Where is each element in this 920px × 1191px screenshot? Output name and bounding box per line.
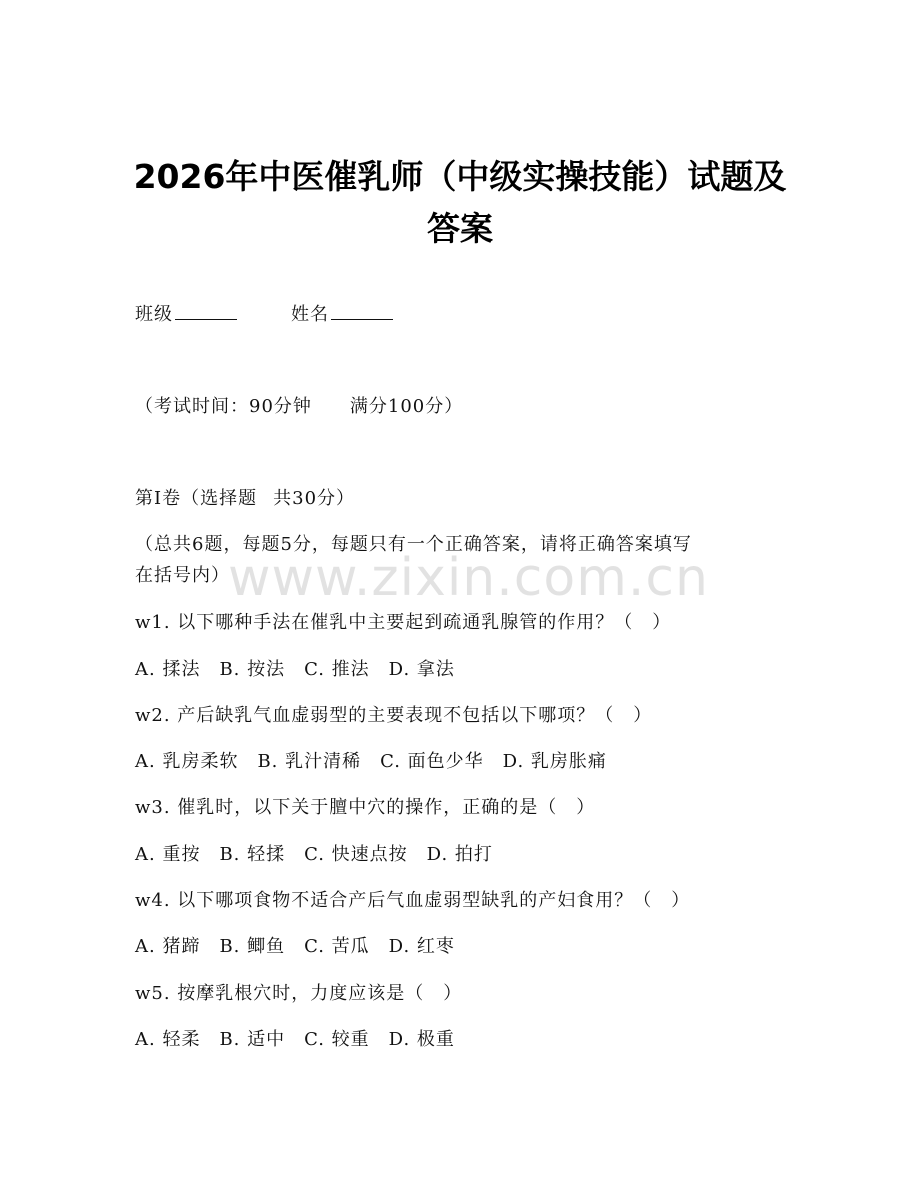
- question-stem-3: w3. 催乳时，以下关于膻中穴的操作，正确的是（ ）: [135, 797, 596, 818]
- section-heading: [135, 485, 355, 513]
- student-info-row: [135, 301, 393, 329]
- watermark-text: www.zixin.com.cn: [228, 548, 709, 608]
- full-score: 满分100分）: [349, 396, 464, 417]
- question-stem-1: w1. 以下哪种手法在催乳中主要起到疏通乳腺管的作用？（ ）: [135, 612, 672, 633]
- exam-meta-row: [135, 393, 463, 421]
- document-title-line2: 答案: [427, 209, 493, 248]
- question-options-4: A. 猪蹄 B. 鲫鱼 C. 苦瓜 D. 红枣: [135, 936, 455, 957]
- section-total: 共30分）: [273, 488, 356, 509]
- question-options-2: A. 乳房柔软 B. 乳汁清稀 C. 面色少华 D. 乳房胀痛: [135, 751, 607, 772]
- class-label: 班级: [135, 304, 173, 325]
- question-options-1: A. 揉法 B. 按法 C. 推法 D. 拿法: [135, 659, 455, 680]
- question-stem-4: w4. 以下哪项食物不适合产后气血虚弱型缺乳的产妇食用？（ ）: [135, 890, 691, 911]
- question-stem-2: w2. 产后缺乳气血虚弱型的主要表现不包括以下哪项？（ ）: [135, 705, 653, 726]
- question-stem-5: w5. 按摩乳根穴时，力度应该是（ ）: [135, 983, 463, 1004]
- name-label: 姓名: [291, 304, 329, 325]
- instruction-line2: 在括号内）: [135, 565, 230, 586]
- document-title-line1: 2026年中医催乳师（中级实操技能）试题及: [133, 157, 787, 196]
- name-blank: [331, 301, 393, 320]
- instruction-line1: （总共6题，每题5分，每题只有一个正确答案，请将正确答案填写: [135, 534, 692, 555]
- exam-time: （考试时间：90分钟: [135, 396, 312, 417]
- question-options-3: A. 重按 B. 轻揉 C. 快速点按 D. 拍打: [135, 844, 493, 865]
- class-blank: [175, 301, 237, 320]
- section-title: 第I卷（选择题: [135, 488, 258, 509]
- question-options-5: A. 轻柔 B. 适中 C. 较重 D. 极重: [135, 1029, 455, 1050]
